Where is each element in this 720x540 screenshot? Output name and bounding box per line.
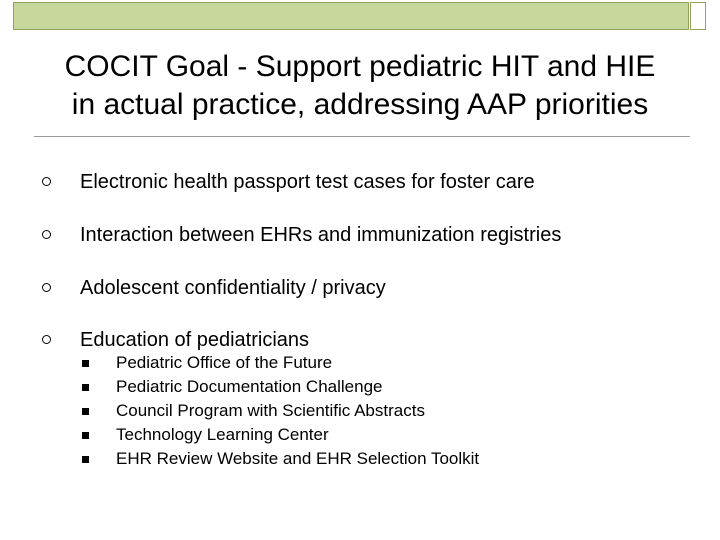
bullet-item xyxy=(42,221,702,251)
bullet-text: Electronic health passport test cases for foster care xyxy=(80,171,535,193)
bullet-text: Adolescent confidentiality / privacy xyxy=(80,277,386,299)
square-bullet-icon xyxy=(82,432,89,439)
slide-title-line-2: in actual practice, addressing AAP priorities xyxy=(71,88,649,121)
top-decorative-bar xyxy=(0,0,720,32)
slide-title-line-1: COCIT Goal - Support pediatric HIT and HIE xyxy=(64,50,656,83)
square-bullet-icon xyxy=(82,408,89,415)
top-bar-fill xyxy=(13,2,689,30)
square-bullet-icon xyxy=(82,360,89,367)
sub-bullet-text: EHR Review Website and EHR Selection Toolkit xyxy=(116,449,480,468)
hollow-circle-bullet-icon xyxy=(42,177,51,186)
sub-bullet-item xyxy=(82,448,682,472)
top-bar-cap xyxy=(690,2,706,30)
sub-bullet-item xyxy=(82,424,682,448)
slide-title xyxy=(0,48,720,124)
bullet-text: Interaction between EHRs and immunization registries xyxy=(80,224,562,246)
sub-bullet-text: Council Program with Scientific Abstracts xyxy=(116,401,425,420)
sub-bullet-text: Technology Learning Center xyxy=(116,425,329,444)
title-divider xyxy=(34,136,690,137)
bullet-item xyxy=(42,274,702,304)
bullet-item xyxy=(42,168,702,198)
hollow-circle-bullet-icon xyxy=(42,230,51,239)
hollow-circle-bullet-icon xyxy=(42,335,51,344)
square-bullet-icon xyxy=(82,384,89,391)
sub-bullet-item xyxy=(82,352,682,376)
sub-bullet-text: Pediatric Documentation Challenge xyxy=(116,377,383,396)
sub-bullet-text: Pediatric Office of the Future xyxy=(116,353,333,372)
square-bullet-icon xyxy=(82,456,89,463)
sub-bullet-item xyxy=(82,376,682,400)
sub-bullet-item xyxy=(82,400,682,424)
hollow-circle-bullet-icon xyxy=(42,283,51,292)
bullet-text: Education of pediatricians xyxy=(80,329,310,351)
